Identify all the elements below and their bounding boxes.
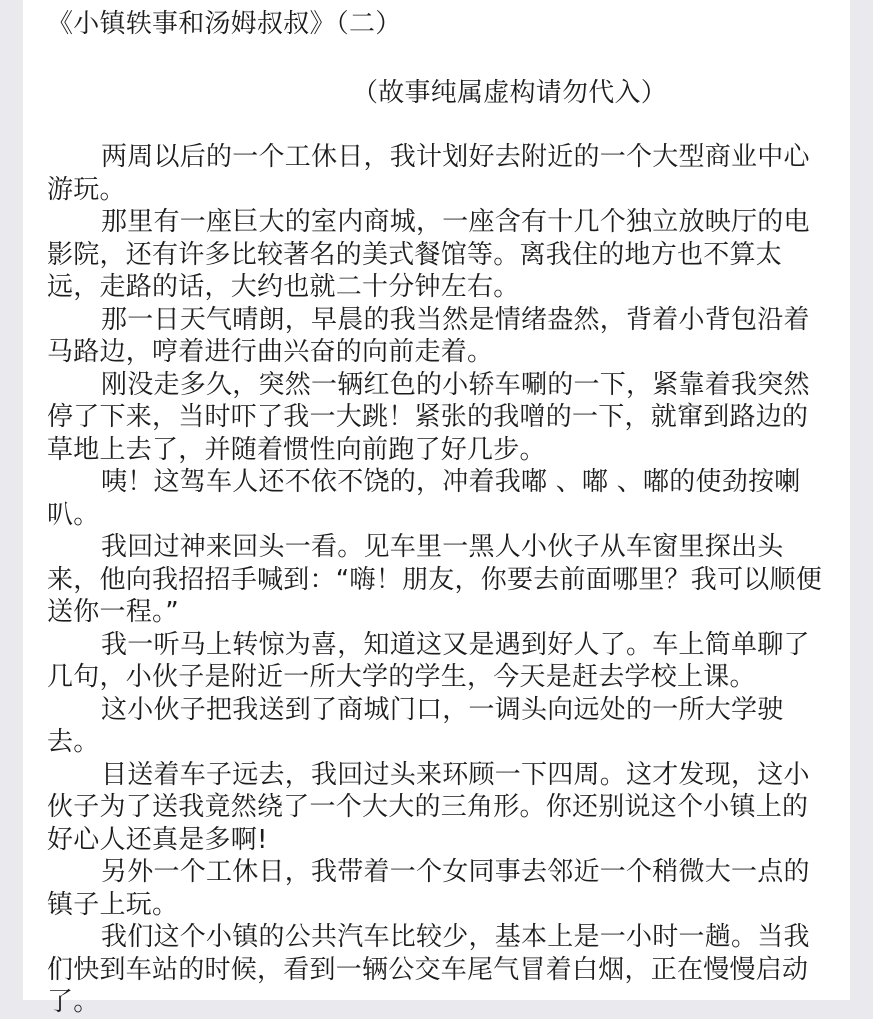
document-page [23, 0, 850, 1017]
paragraph: 那里有一座巨大的室内商城，一座含有十几个独立放映厅的电影院，还有许多比较著名的美式餐馆等。离我住的地方也不算太远，走路的话，大约也就二十分钟左右。 [47, 207, 810, 302]
article [47, 0, 827, 1019]
article-subtitle: （故事纯属虚构请勿代入） [352, 78, 668, 108]
paragraph: 那一日天气晴朗，早晨的我当然是情绪盎然，背着小背包沿着马路边，哼着进行曲兴奋的向前走着。 [47, 304, 810, 367]
paragraph: 咦！这驾车人还不依不饶的，冲着我嘟 、嘟 、嘟的使劲按喇叭。 [47, 467, 801, 530]
paragraph: 两周以后的一个工休日，我计划好去附近的一个大型商业中心游玩。 [47, 142, 810, 205]
paragraph: 我一听马上转惊为喜，知道这又是遇到好人了。车上简单聊了几句，小伙子是附近一所大学的学生，今天是赶去学校上课。 [47, 629, 810, 692]
paragraph: 我们这个小镇的公共汽车比较少，基本上是一小时一趟。当我们快到车站的时候，看到一辆公交车尾气冒着白烟，正在慢慢启动了。 [47, 922, 810, 1017]
paragraph: 刚没走多久，突然一辆红色的小轿车唰的一下，紧靠着我突然停了下来，当时吓了我一大跳！紧张的我噌的一下，就窜到路边的草地上去了，并随着惯性向前跑了好几步。 [47, 369, 810, 465]
paragraph: 这小伙子把我送到了商城门口，一调头向远处的一所大学驶去。 [47, 694, 784, 757]
article-body [47, 141, 827, 1019]
paragraph: 我回过神来回头一看。见车里一黑人小伙子从车窗里探出头来，他向我招招手喊到：“嗨！朋友，你要去前面哪里？我可以顺便送你一程。” [47, 532, 822, 627]
article-title: 《小镇轶事和汤姆叔叔》（二） [47, 9, 402, 39]
paragraph: 另外一个工休日，我带着一个女同事去邻近一个稍微大一点的镇子上玩。 [47, 857, 810, 920]
paragraph: 目送着车子远去，我回过头来环顾一下四周。这才发现，这小伙子为了送我竟然绕了一个大大的三角形。你还别说这个小镇上的好心人还真是多啊! [47, 759, 810, 855]
